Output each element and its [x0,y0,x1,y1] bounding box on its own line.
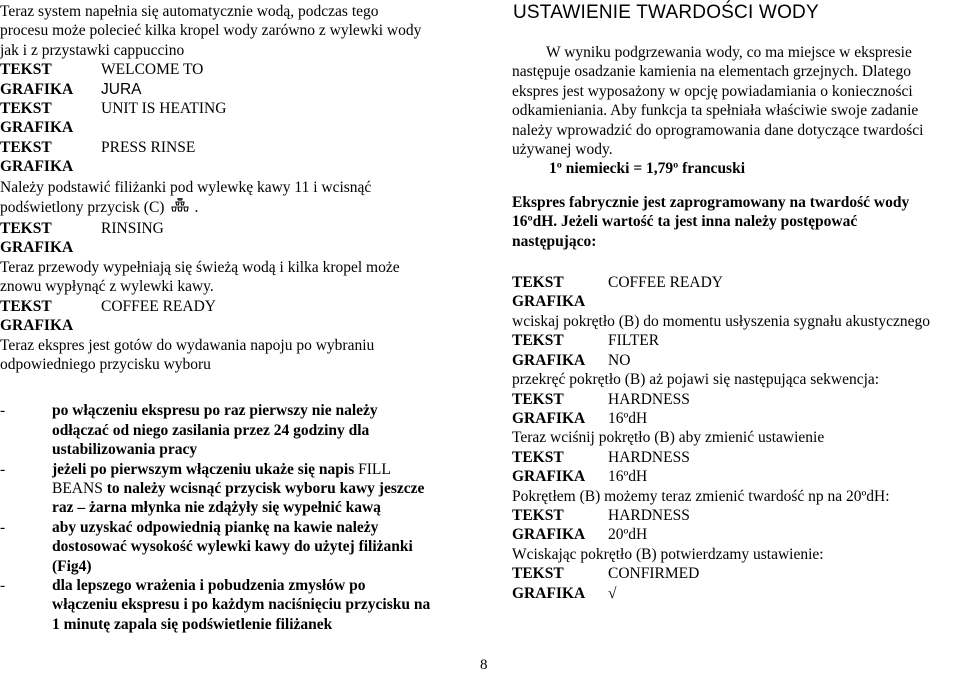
paragraph-line: używanej wody. [512,141,613,159]
display-row [0,99,470,118]
bullet-dash: - [0,576,6,594]
display-text: CONFIRMED [608,565,700,583]
note-bullet [0,518,470,576]
display-graphic: 16ºdH [608,468,648,486]
display-text: WELCOME TO [101,61,204,79]
grafika-label: GRAFIKA [512,526,586,544]
grafika-label: GRAFIKA [0,317,74,335]
intro-line: Teraz system napełnia się automatycznie wodą, podczas tego [0,3,379,20]
note-line: dla lepszego wrażenia i pobudzenia zmysłów po [52,576,366,594]
display-graphic: 16ºdH [608,409,648,427]
page-number: 8 [480,657,488,673]
grafika-label: GRAFIKA [512,584,586,602]
display-row [0,138,470,157]
description-line: Teraz przewody wypełniają się świeżą wodą i kilka kropel może [0,258,400,276]
note-line: 1 minutę zapala się podświetlenie filiżanek [52,615,333,633]
note-line: raz – żarna młynka nie zdążyły się wypełnić kawą [52,499,381,517]
grafika-label: GRAFIKA [512,351,586,369]
graphic-row [0,118,470,137]
graphic-row [0,157,470,176]
instruction-text: podświetlony przycisk (C) [0,199,165,217]
display-graphic: 20ºdH [608,526,648,544]
note-bullet [0,460,470,518]
display-row [512,331,959,350]
step-line: Wciskając pokrętło (B) potwierdzamy ustawienie: [512,545,824,563]
paragraph-line: odkamieniania. Aby funkcja ta spełniała właściwie swoje zadanie [512,102,919,120]
tekst-label: TEKST [512,565,564,583]
bullet-dash: - [0,460,6,478]
tekst-label: TEKST [0,100,52,118]
instruction-line [0,197,470,219]
bullet-dash: - [0,518,6,536]
note-line: (Fig4) [52,557,92,575]
graphic-row [512,351,959,370]
display-row [512,564,959,583]
paragraph-line: należy wprowadzić do oprogramowania dane dotyczące twardości [512,121,924,139]
display-text: COFFEE READY [608,274,723,292]
graphic-row [0,316,470,335]
display-text: COFFEE READY [101,297,216,315]
grafika-label: GRAFIKA [512,293,586,311]
paragraph-line: ekspres jest wyposażony w opcję powiadamiania o konieczności [512,82,913,100]
note-line: odłączać od niego zasilania przez 24 godziny dla [52,421,370,439]
paragraph-line: W wyniku podgrzewania wody, co ma miejsce w ekspresie [546,44,912,61]
factory-line: Ekspres fabrycznie jest zaprogramowany na twardość wody [512,193,910,211]
graphic-row [512,584,959,603]
graphic-row [512,525,959,544]
tekst-label: TEKST [512,332,564,350]
tekst-label: TEKST [0,297,52,315]
tekst-label: TEKST [0,220,52,238]
display-row [512,390,959,409]
display-graphic: JURA [101,80,142,98]
step-line: Teraz wciśnij pokrętło (B) aby zmienić ustawienie [512,429,825,447]
note-line: po włączeniu ekspresu po raz pierwszy nie należy [52,402,378,420]
factory-line: 16ºdH. Jeżeli wartość ta jest inna należy postępować [512,213,858,231]
description-line: odpowiedniego przycisku wyboru [0,355,211,373]
display-text: UNIT IS HEATING [101,100,227,118]
note-line: włączeniu ekspresu i po każdym naciśnięciu przycisku na [52,596,431,614]
grafika-label: GRAFIKA [0,80,74,98]
grafika-label: GRAFIKA [0,119,74,137]
note-line: BEANS to należy wcisnąć przycisk wyboru kawy jeszcze [52,479,425,497]
section-heading: USTAWIENIE TWARDOŚCI WODY [513,2,819,23]
display-text: PRESS RINSE [101,138,196,156]
right-column [512,1,959,603]
display-row [512,506,959,525]
grafika-label: GRAFIKA [0,239,74,257]
grafika-label: GRAFIKA [512,468,586,486]
step-line: wciskaj pokrętło (B) do momentu usłyszenia sygnału akustycznego [512,312,930,330]
display-row [0,297,470,316]
graphic-row [0,238,470,257]
display-row [0,60,470,79]
graphic-row [512,467,959,486]
display-row [512,448,959,467]
tekst-label: TEKST [512,448,564,466]
intro-line: procesu może polecieć kilka kropel wody zarówno z wylewki wody [0,22,422,40]
factory-line: następująco: [512,232,597,250]
graphic-row [512,409,959,428]
note-line: jeżeli po pierwszym włączeniu ukaże się napis FILL [52,460,391,478]
display-text: HARDNESS [608,390,690,408]
tekst-label: TEKST [0,138,52,156]
tekst-label: TEKST [512,274,564,292]
note-bullet [0,401,470,459]
note-line: ustabilizowania pracy [52,441,198,459]
description-line: Teraz ekspres jest gotów do wydawania napoju po wybraniu [0,336,375,354]
instruction-dot: . [194,199,199,217]
graphic-row [512,292,959,311]
display-row [512,273,959,292]
hardness-conversion: 1º niemiecki = 1,79º francuski [549,160,746,178]
graphic-row [0,80,470,99]
display-text: FILTER [608,332,660,350]
note-line: aby uzyskać odpowiednią piankę na kawie należy [52,518,379,536]
left-column [0,2,470,634]
display-text: HARDNESS [608,448,690,466]
display-text: HARDNESS [608,506,690,524]
cups-icon [170,197,190,213]
display-graphic: NO [608,351,631,369]
step-line: Pokrętłem (B) możemy teraz zmienić twardość np na 20ºdH: [512,487,890,505]
tekst-label: TEKST [512,390,564,408]
grafika-label: GRAFIKA [0,158,74,176]
display-row [0,219,470,238]
display-text: RINSING [101,220,164,238]
description-line: znowu wypłynąć z wylewki kawy. [0,278,214,296]
grafika-label: GRAFIKA [512,409,586,427]
intro-line: jak i z przystawki cappuccino [0,41,185,59]
bullet-dash: - [0,402,6,420]
instruction-line: Należy podstawić filiżanki pod wylewkę kawy 11 i wcisnąć [0,178,372,196]
check-mark-icon: √ [608,584,617,602]
paragraph-line: następuje osadzanie kamienia na elementach grzejnych. Dlatego [512,63,911,81]
note-line: dostosować wysokość wylewki kawy do użytej filiżanki [52,538,413,556]
note-bullet [0,576,470,634]
tekst-label: TEKST [512,506,564,524]
tekst-label: TEKST [0,61,52,79]
step-line: przekręć pokrętło (B) aż pojawi się następująca sekwencja: [512,371,880,389]
